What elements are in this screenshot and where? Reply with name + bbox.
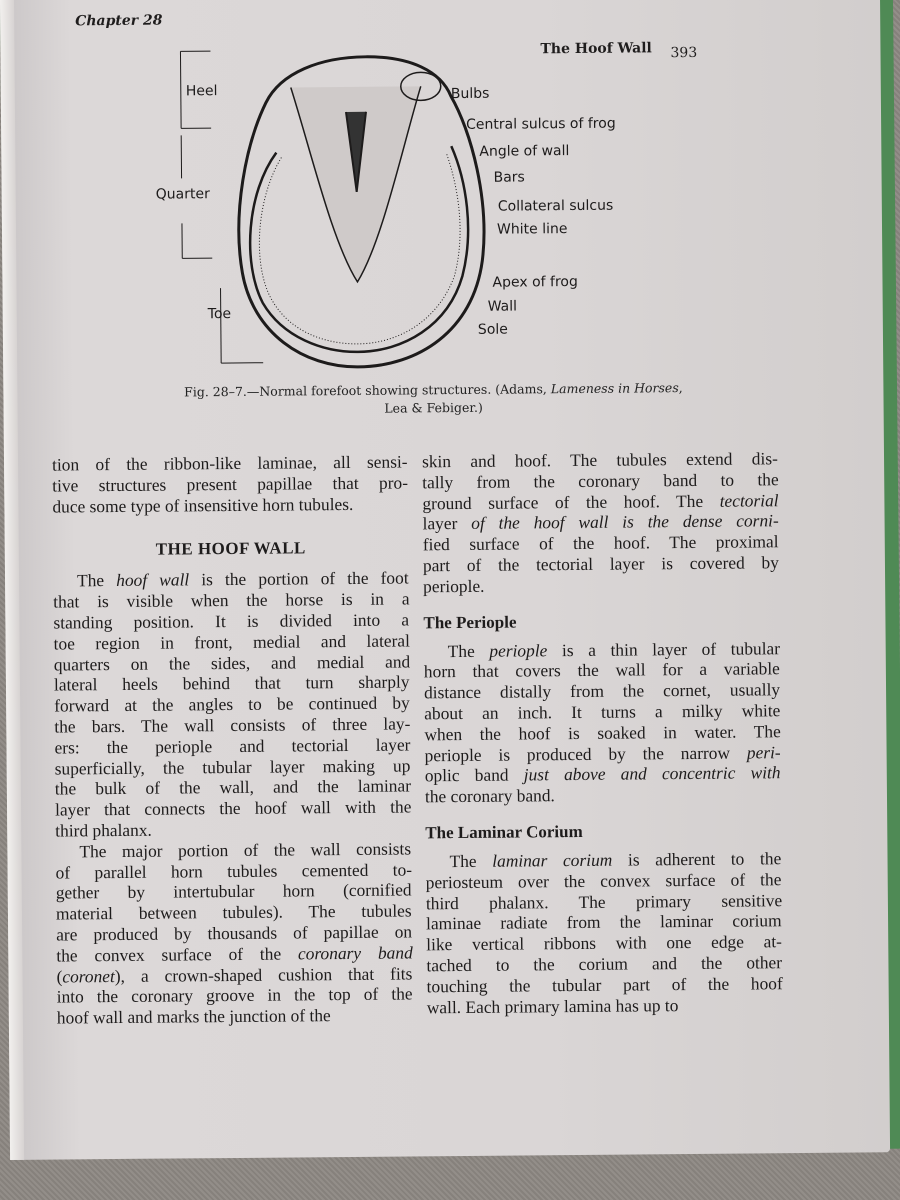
text-segment: periople is produced by the narrow (424, 742, 747, 765)
text-segment: the bulk of the wall, and the laminar (54, 775, 412, 799)
text-segment: The (447, 640, 490, 661)
italic-term: of the hoof wall is the dense corni- (457, 510, 779, 534)
section-heading-hoof-wall: THE HOOF WALL (155, 538, 306, 560)
text-segment: are produced by thousands of papillae on (56, 921, 413, 945)
running-title: The Hoof Wall (540, 40, 652, 58)
text-segment: material between tubules). The tubules (55, 900, 412, 924)
text-segment: distance distally from the cornet, usually (423, 679, 781, 703)
text-line (427, 973, 783, 997)
text-segment: is the portion of the foot (189, 567, 409, 590)
text-segment: periosteum over the convex surface of the (425, 868, 782, 893)
text-segment: quarters on the sides, and medial and (53, 651, 411, 675)
italic-term: laminar corium (492, 849, 613, 871)
hoof-diagram (150, 39, 653, 378)
text-segment: the convex surface of the (56, 943, 299, 966)
text-segment: third phalanx. The primary sensitive (425, 889, 783, 913)
text-segment: toe region in front, medial and lateral (53, 630, 411, 654)
text-line (55, 797, 411, 821)
text-segment: ), a crown-shaped cushion that fits (114, 962, 413, 986)
subheading-laminar-corium: The Laminar Corium (425, 821, 583, 843)
text-segment: The major portion of the wall consists (79, 838, 412, 862)
text-segment: horn that covers the wall for a variable (423, 658, 780, 682)
text-segment: when the hoof is soaked in water. The (424, 720, 781, 745)
text-segment: that is visible when the horse is in a (53, 588, 410, 612)
text-line (52, 472, 408, 496)
text-segment: hoof wall and marks the junction of the (56, 1005, 331, 1028)
text-line (427, 994, 783, 1018)
text-segment: like vertical ribbons with one edge at- (426, 931, 783, 955)
page-number: 393 (670, 44, 698, 62)
text-segment: skin and hoof. The tubules extend dis- (421, 448, 778, 472)
text-segment: tached to the corium and the other (426, 952, 783, 976)
label-bars: Bars (493, 169, 525, 186)
text-segment: touching the tubular part of the hoof (426, 972, 783, 997)
left-column (52, 451, 413, 1028)
italic-term: peri- (746, 741, 781, 763)
italic-term: tectorial (719, 489, 779, 511)
text-segment: of parallel horn tubules cemented to- (55, 858, 413, 883)
text-segment: is adherent to the (612, 848, 782, 870)
text-segment: the coronary band. (424, 785, 555, 807)
text-line (425, 783, 781, 807)
text-segment: tion of the ribbon-like laminae, all sensi- (51, 451, 408, 475)
text-segment: ers: the periople and tectorial layer (54, 734, 411, 758)
label-collateral-sulcus: Collateral sulcus (497, 197, 614, 215)
text-segment: periople. (423, 575, 485, 597)
label-heel: Heel (185, 83, 218, 100)
italic-term: coronet (62, 965, 115, 987)
caption-source-title: Lameness in Horses (550, 380, 679, 397)
label-toe: Toe (207, 305, 232, 323)
figure-caption (153, 379, 713, 420)
text-line (52, 493, 408, 517)
caption-publisher: Lea & Febiger.) (384, 399, 483, 416)
text-line (423, 552, 779, 576)
text-segment: standing position. It is divided into a (53, 609, 410, 633)
text-segment: wall. Each primary lamina has up to (426, 994, 679, 1017)
label-central-sulcus: Central sulcus of frog (466, 115, 616, 133)
italic-term: just above and concentric with (508, 762, 781, 785)
text-line (57, 984, 413, 1008)
text-segment: ( (56, 966, 63, 987)
chapter-header: Chapter 28 (75, 12, 163, 30)
right-column (422, 448, 783, 1017)
text-line (425, 763, 781, 787)
caption-comma: , (678, 380, 683, 396)
label-apex-of-frog: Apex of frog (492, 273, 578, 291)
hoof-wall-paragraph-1 (53, 568, 411, 841)
text-segment: fied surface of the hoof. The proximal (422, 531, 779, 555)
italic-term: coronary band (297, 942, 413, 964)
italic-term: periople (489, 639, 548, 661)
right-intro-paragraph (422, 448, 779, 597)
label-angle-of-wall: Angle of wall (479, 143, 570, 160)
text-segment: tive structures present papillae that pro- (52, 472, 409, 496)
text-segment: The (76, 570, 117, 591)
text-segment: gether by intertubular horn (cornified (55, 879, 412, 903)
hoof-wall-paragraph-2 (55, 838, 413, 1028)
text-segment: forward at the angles to be continued by (54, 692, 410, 716)
text-segment: layer that connects the hoof wall with the (54, 796, 412, 820)
text-segment: part of the tectorial layer is covered by (422, 552, 779, 576)
caption-text: Fig. 28–7.—Normal forefoot showing structures. (Adams, (184, 381, 551, 400)
subheading-periople: The Periople (423, 612, 517, 632)
italic-term: hoof wall (116, 569, 190, 591)
left-intro-paragraph (52, 451, 409, 516)
label-wall: Wall (487, 298, 518, 315)
text-segment: The (449, 850, 493, 872)
text-segment: about an inch. It turns a milky white (424, 700, 781, 724)
text-segment: third phalanx. (55, 819, 152, 841)
periople-paragraph (424, 638, 781, 807)
laminar-corium-paragraph (425, 848, 782, 1017)
label-white-line: White line (496, 221, 568, 238)
text-segment: layer (422, 513, 458, 534)
text-segment: oplic band (424, 764, 509, 786)
text-segment: laminae radiate from the laminar corium (425, 910, 782, 934)
text-line (57, 1005, 413, 1029)
text-segment: is a thin layer of tubular (547, 637, 781, 660)
label-sole: Sole (477, 321, 508, 338)
text-segment: superficially, the tubular layer making up (54, 755, 411, 779)
label-quarter: Quarter (155, 186, 210, 203)
text-segment: duce some type of insensitive horn tubules. (52, 493, 354, 517)
text-segment: tally from the coronary band to the (422, 469, 779, 493)
text-segment: lateral heels behind that turn sharply (53, 671, 410, 695)
label-bulbs: Bulbs (450, 85, 490, 103)
text-segment: the bars. The wall consists of three lay- (54, 713, 411, 737)
text-segment: into the coronary groove in the top of the (56, 983, 413, 1007)
text-line (423, 573, 779, 597)
text-segment: ground surface of the hoof. The (422, 490, 720, 513)
